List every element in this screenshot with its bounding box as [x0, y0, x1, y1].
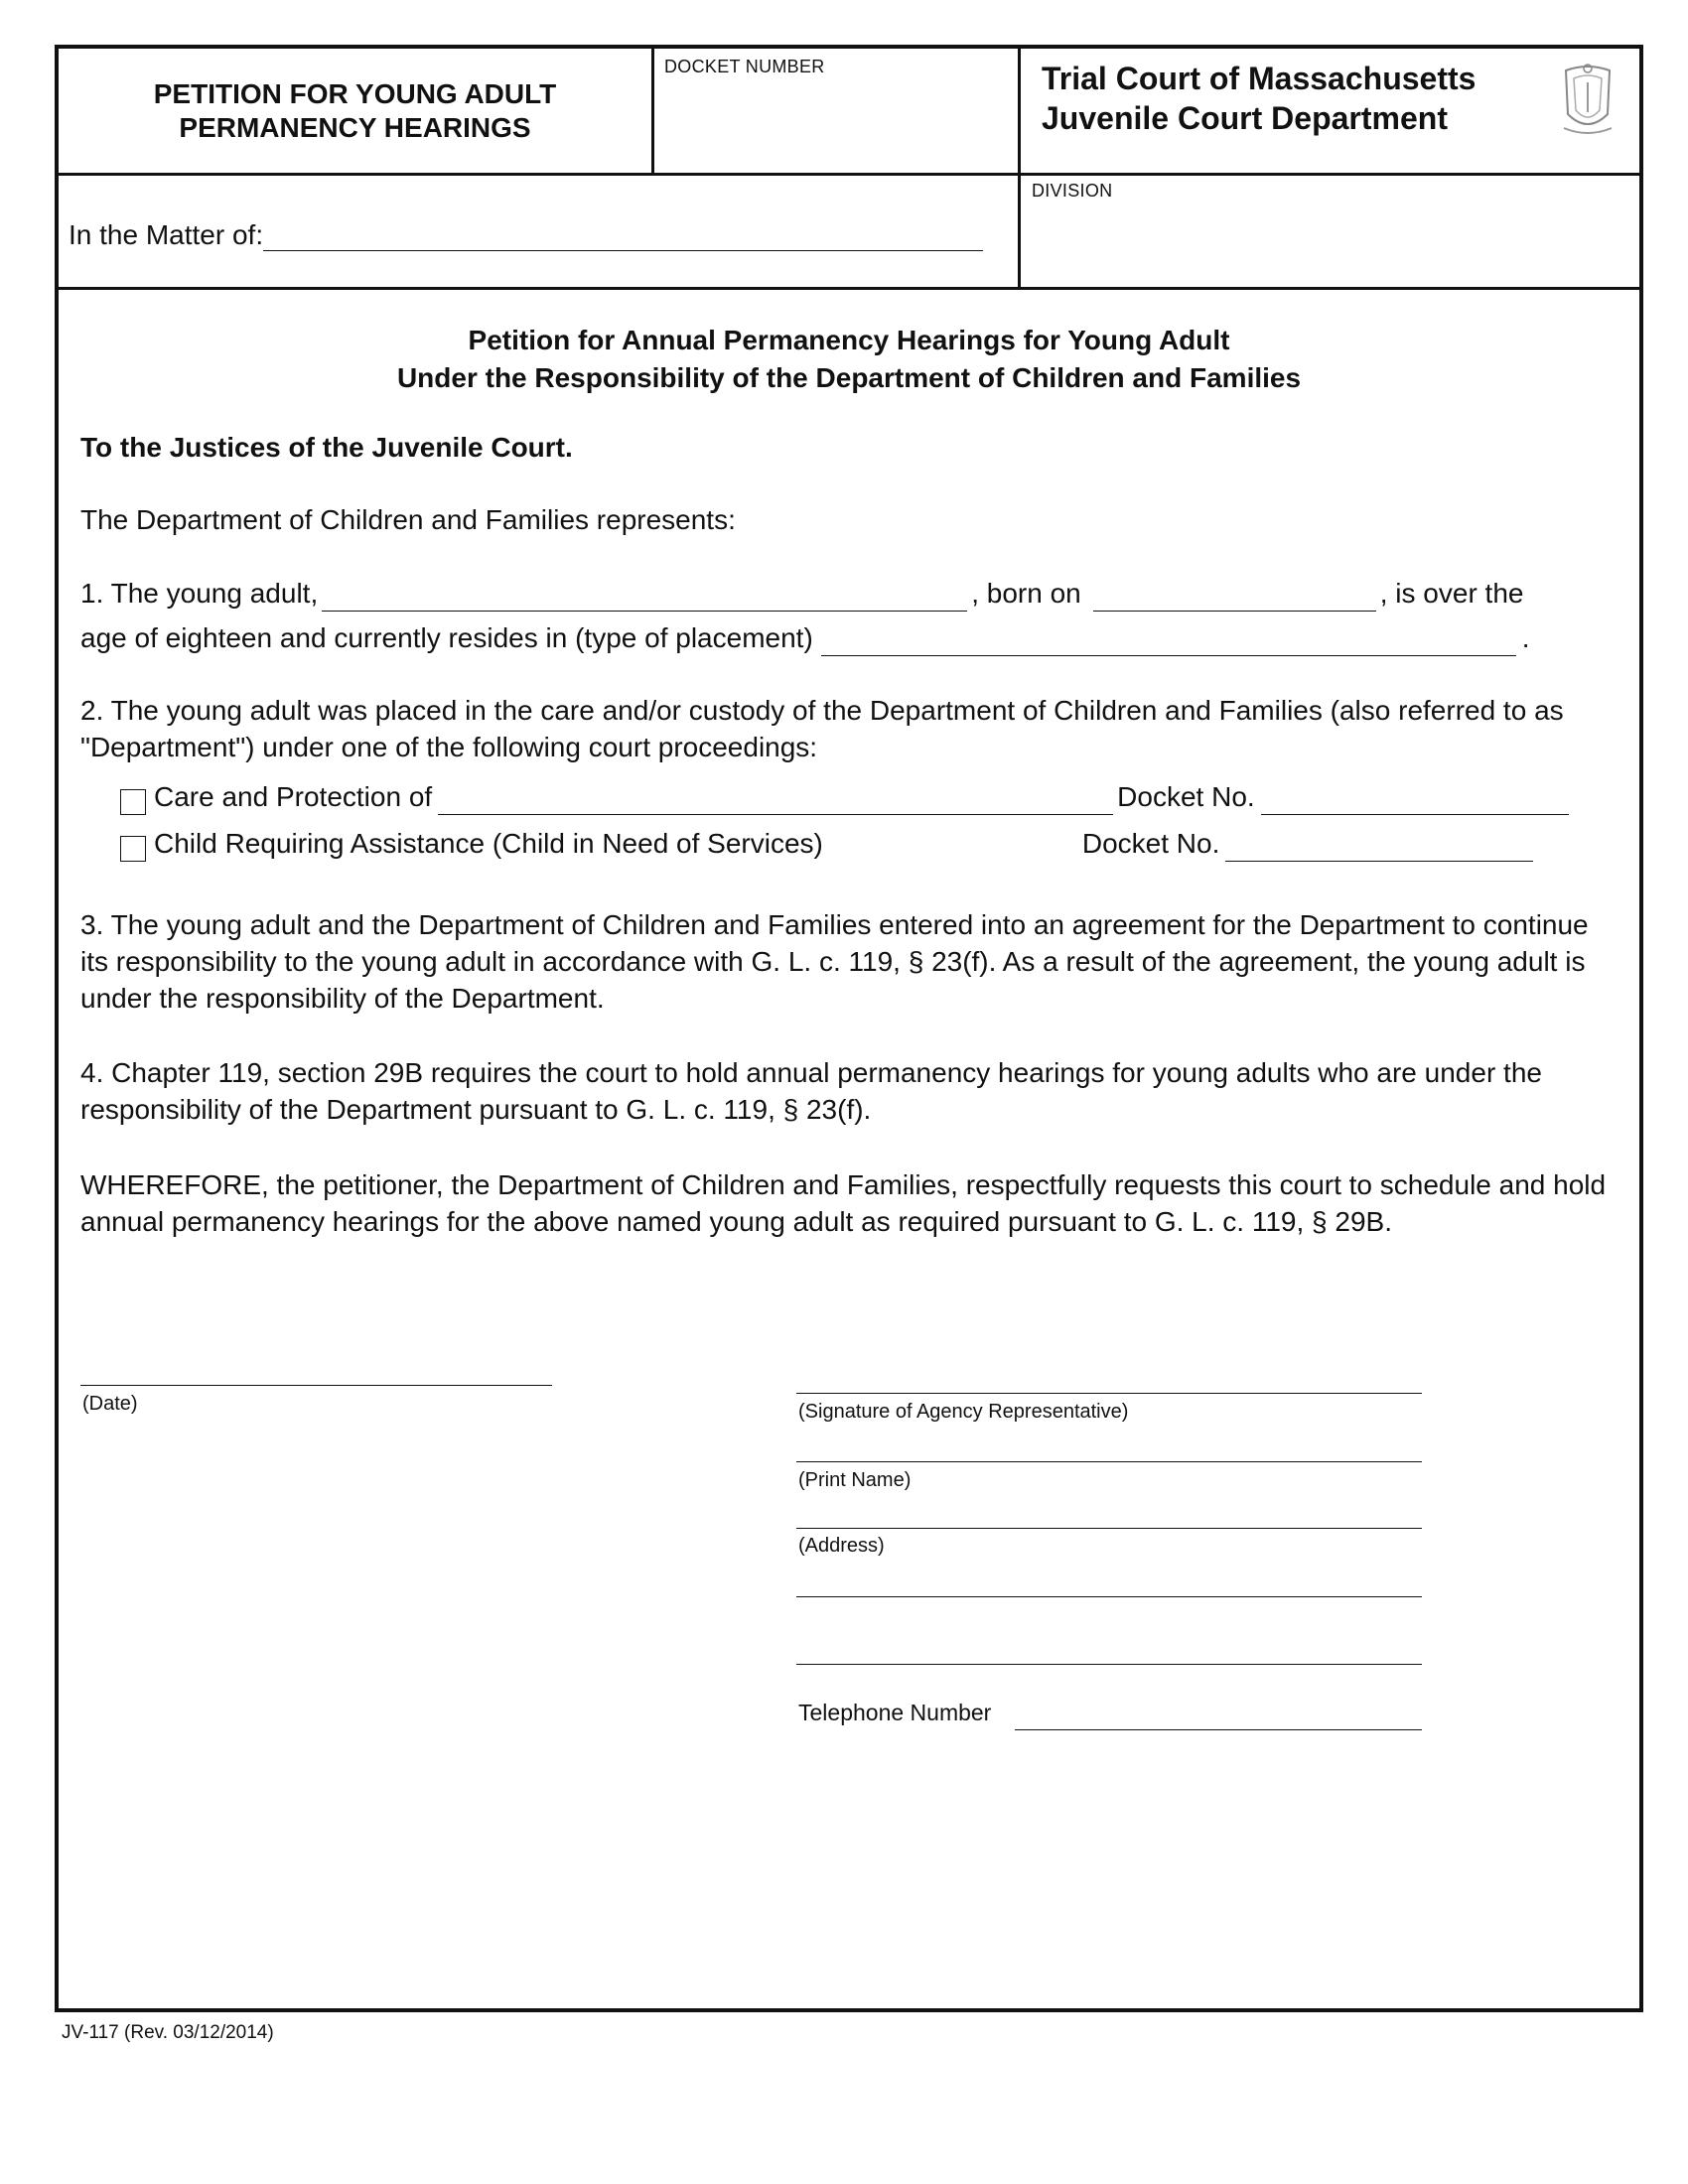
header-divider	[59, 173, 1639, 176]
date-field[interactable]	[80, 1385, 552, 1386]
birth-date-field[interactable]	[1093, 581, 1376, 612]
massachusetts-seal-icon	[1558, 59, 1618, 138]
telephone-field[interactable]	[1015, 1729, 1422, 1730]
division-label: DIVISION	[1032, 181, 1113, 201]
wherefore-text: WHEREFORE, the petitioner, the Department of Children and Families, respectfully requests this court to schedule and hold annual permanency hearings for the above named young adult as required pursuant to G. L. c. 119, § 29B.	[80, 1169, 1607, 1237]
docket-court-divider	[1018, 49, 1021, 287]
option-care-protection-row	[120, 778, 1619, 815]
print-name-field[interactable]	[796, 1461, 1422, 1462]
cra-label: Child Requiring Assistance (Child in Need of Services)	[154, 828, 823, 859]
petition-heading	[59, 322, 1639, 397]
court-name	[1042, 59, 1476, 138]
care-protection-checkbox[interactable]	[120, 789, 146, 815]
title-docket-divider	[651, 49, 654, 173]
docket-no-label-2: Docket No.	[1081, 828, 1220, 859]
address-label: (Address)	[798, 1535, 885, 1557]
date-label: (Date)	[82, 1393, 138, 1415]
court-line1: Trial Court of Massachusetts	[1042, 61, 1477, 96]
docket-no-field-2[interactable]	[1225, 831, 1533, 862]
telephone-label: Telephone Number	[798, 1700, 992, 1725]
cra-checkbox[interactable]	[120, 836, 146, 862]
docket-no-label-1: Docket No.	[1117, 781, 1255, 812]
matter-label: In the Matter of:	[69, 219, 264, 250]
signature-field[interactable]	[796, 1393, 1422, 1394]
form-frame	[55, 45, 1643, 2012]
item1-born-on-label: , born on	[971, 578, 1081, 609]
address-field-1[interactable]	[796, 1528, 1422, 1529]
division-field[interactable]	[1024, 207, 1637, 282]
docket-no-field-1[interactable]	[1261, 784, 1569, 815]
item4-text: 4. Chapter 119, section 29B requires the court to hold annual permanency hearings for young adults who are under the responsibility of the Department pursuant to G. L. c. 119, § 23(f).	[80, 1057, 1542, 1125]
print-name-label: (Print Name)	[798, 1469, 912, 1491]
option-cra-row	[120, 825, 1619, 862]
header-bottom-divider	[59, 287, 1639, 290]
docket-number-label: DOCKET NUMBER	[664, 57, 825, 76]
docket-number-field[interactable]	[656, 83, 1014, 168]
in-the-matter-of-row	[69, 219, 983, 251]
item1-young-adult-label: 1. The young adult,	[80, 578, 319, 609]
form-title	[59, 49, 651, 173]
care-protection-label: Care and Protection of	[154, 781, 433, 812]
salutation: To the Justices of the Juvenile Court.	[80, 432, 573, 463]
item1-over-the-label: , is over the	[1379, 578, 1524, 609]
form-title-line2: PERMANENCY HEARINGS	[179, 111, 531, 143]
heading-line2: Under the Responsibility of the Department of Children and Families	[396, 362, 1302, 393]
care-protection-name-field[interactable]	[438, 784, 1113, 815]
item1-line1	[80, 575, 1619, 612]
item1-period: .	[1521, 622, 1530, 653]
signature-label: (Signature of Agency Representative)	[798, 1401, 1129, 1423]
represents-text: The Department of Children and Families represents:	[80, 504, 736, 535]
young-adult-name-field[interactable]	[322, 581, 967, 612]
address-field-2[interactable]	[796, 1596, 1422, 1597]
item1-placement-label: age of eighteen and currently resides in (type of placement)	[80, 622, 813, 653]
item3-text: 3. The young adult and the Department of Children and Families entered into an agreement for the Department to continue its responsibility to the young adult in accordance with G. L. c. 119, § 23(f). As a result of the agreement, the young adult is under the responsibility of the Department.	[80, 909, 1589, 1014]
item1-line2	[80, 619, 1619, 656]
form-title-line1: PETITION FOR YOUNG ADULT	[153, 77, 557, 109]
form-id-footer: JV-117 (Rev. 03/12/2014)	[62, 2022, 274, 2043]
placement-type-field[interactable]	[821, 625, 1516, 656]
court-line2: Juvenile Court Department	[1042, 100, 1448, 136]
heading-line1: Petition for Annual Permanency Hearings for Young Adult	[468, 325, 1230, 355]
address-field-3[interactable]	[796, 1664, 1422, 1665]
item2-text: 2. The young adult was placed in the care and/or custody of the Department of Children and Families (also referred to as "Department") under one of the following court proceedings:	[80, 695, 1564, 762]
matter-of-field[interactable]	[263, 220, 983, 251]
